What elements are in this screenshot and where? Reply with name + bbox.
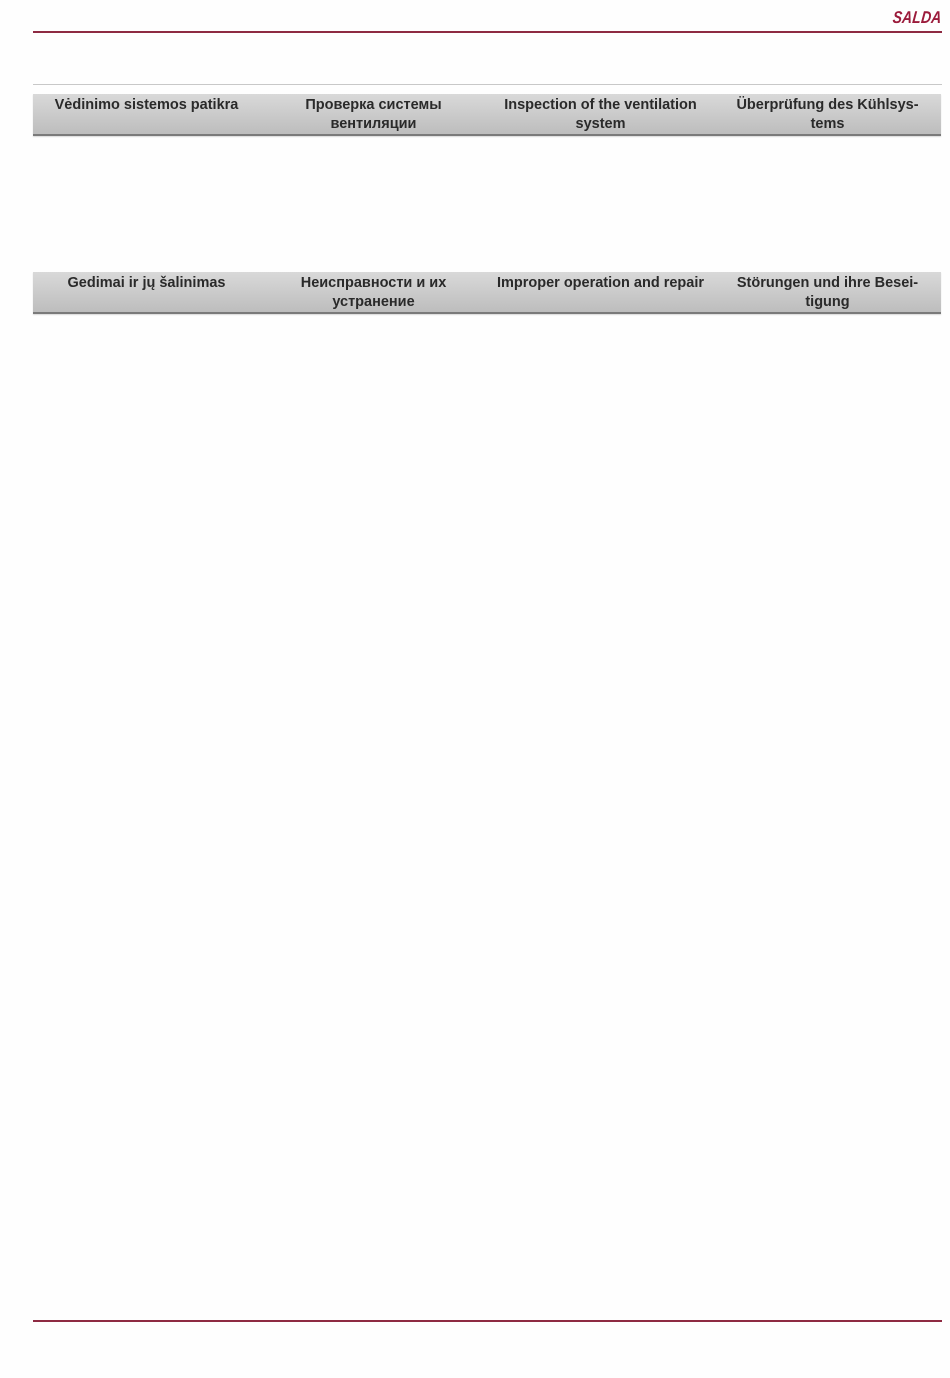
section-title-de: Überprüfung des Kühlsys-tems [736, 97, 919, 132]
section-title-ru: Неисправности и их устранение [300, 275, 447, 310]
header-thin-rule [33, 84, 942, 85]
section-header-troubleshooting [33, 272, 941, 314]
section-title-de: Störungen und ihre Besei-tigung [736, 275, 919, 310]
section-title-en: Inspection of the ventilation system [504, 97, 697, 132]
footer-rule [33, 1320, 942, 1322]
header-rule [33, 31, 942, 33]
salda-logo: SALDA [892, 8, 944, 27]
section-title-lt: Gedimai ir jų šalinimas [67, 275, 226, 291]
section-header-inspection [33, 94, 941, 136]
section-title-lt: Vėdinimo sistemos patikra [54, 97, 239, 113]
section-title-en: Improper operation and repair [496, 275, 705, 291]
section-title-ru: Проверка системы вентиляции [305, 97, 442, 132]
